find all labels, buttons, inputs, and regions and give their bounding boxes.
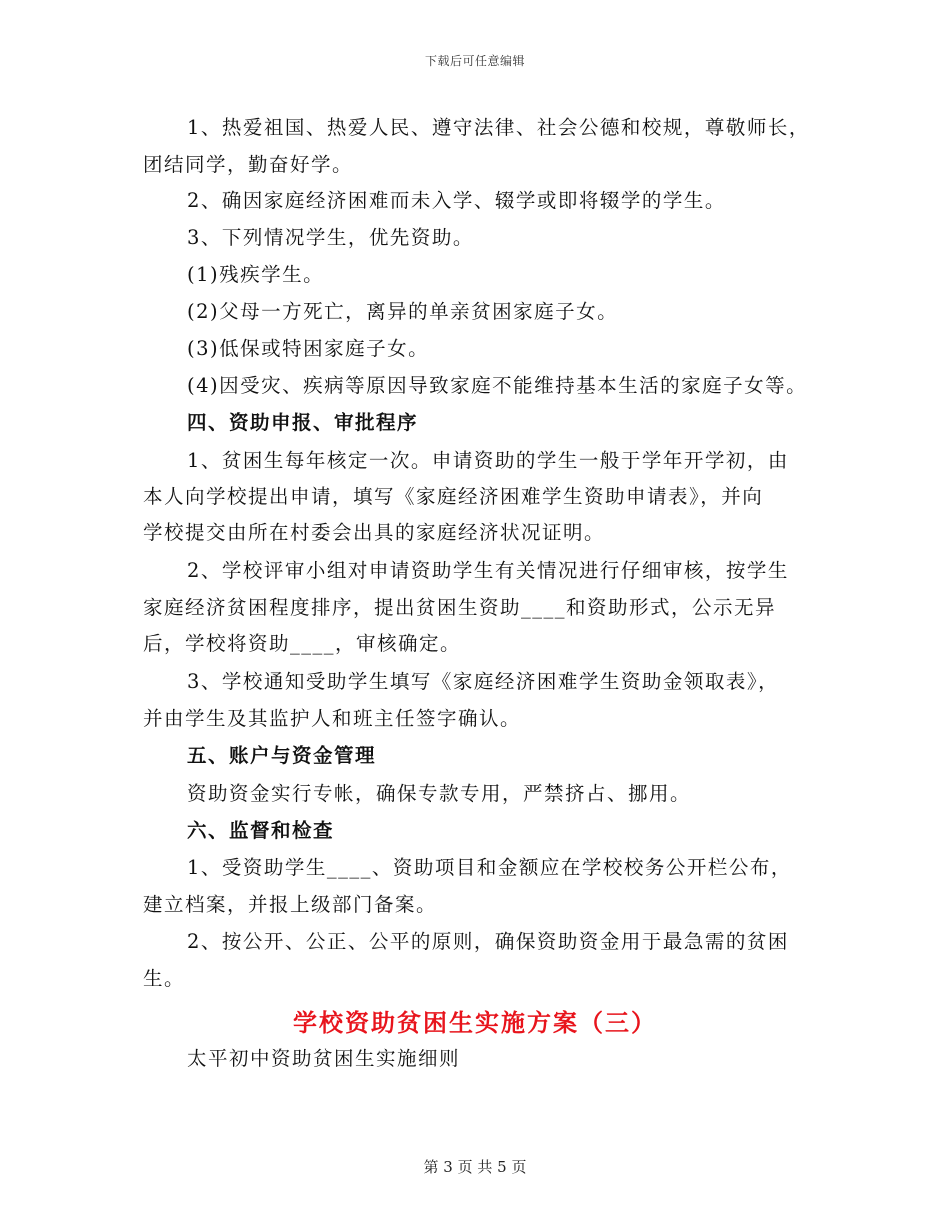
list-item: (3)低保或特困家庭子女。 [187,337,430,360]
section-heading: 五、账户与资金管理 [187,744,377,767]
section-heading: 六、监督和检查 [187,819,335,842]
paragraph-line: 2、确因家庭经济困难而未入学、辍学或即将辍学的学生。 [187,189,726,212]
paragraph-line: 建立档案，并报上级部门备案。 [143,893,438,916]
page-number: 第 3 页 共 5 页 [423,1158,527,1176]
paragraph-line: 学校提交由所在村委会出具的家庭经济状况证明。 [143,521,606,544]
paragraph-line: 后，学校将资助____，审核确定。 [143,632,462,655]
paragraph-line: 1、贫困生每年核定一次。申请资助的学生一般于学年开学初，由 [187,449,789,472]
section-title: 学校资助贫困生实施方案（三） [293,1008,657,1037]
paragraph-line: 本人向学校提出申请，填写《家庭经济困难学生资助申请表》，并向 [143,485,764,508]
paragraph-line: 资助资金实行专帐，确保专款专用，严禁挤占、挪用。 [187,782,692,805]
section-heading: 四、资助申报、审批程序 [187,411,419,434]
paragraph-line: 2、学校评审小组对申请资助学生有关情况进行仔细审核，按学生 [187,559,789,582]
paragraph-line: 3、下列情况学生，优先资助。 [187,226,474,249]
paragraph-line: 家庭经济贫困程度排序，提出贫困生资助____和资助形式，公示无异 [143,596,777,619]
page-header-note: 下载后可任意编辑 [424,54,525,68]
list-item: (4)因受灾、疾病等原因导致家庭不能维持基本生活的家庭子女等。 [187,374,808,397]
paragraph-line: 1、受资助学生____、资助项目和金额应在学校校务公开栏公布， [187,856,792,879]
paragraph-line: 团结同学，勤奋好学。 [143,153,354,176]
paragraph-line: 并由学生及其监护人和班主任签字确认。 [143,707,522,730]
paragraph-line: 1、热爱祖国、热爱人民、遵守法律、社会公德和校规，尊敬师长， [187,116,810,139]
list-item: (1)残疾学生。 [187,263,325,286]
subtitle: 太平初中资助贫困生实施细则 [187,1047,461,1070]
paragraph-line: 生。 [143,967,186,990]
list-item: (2)父母一方死亡，离异的单亲贫困家庭子女。 [187,300,619,323]
paragraph-line: 2、按公开、公正、公平的原则，确保资助资金用于最急需的贫困 [187,930,789,953]
paragraph-line: 3、学校通知受助学生填写《家庭经济困难学生资助金领取表》， [187,670,780,693]
